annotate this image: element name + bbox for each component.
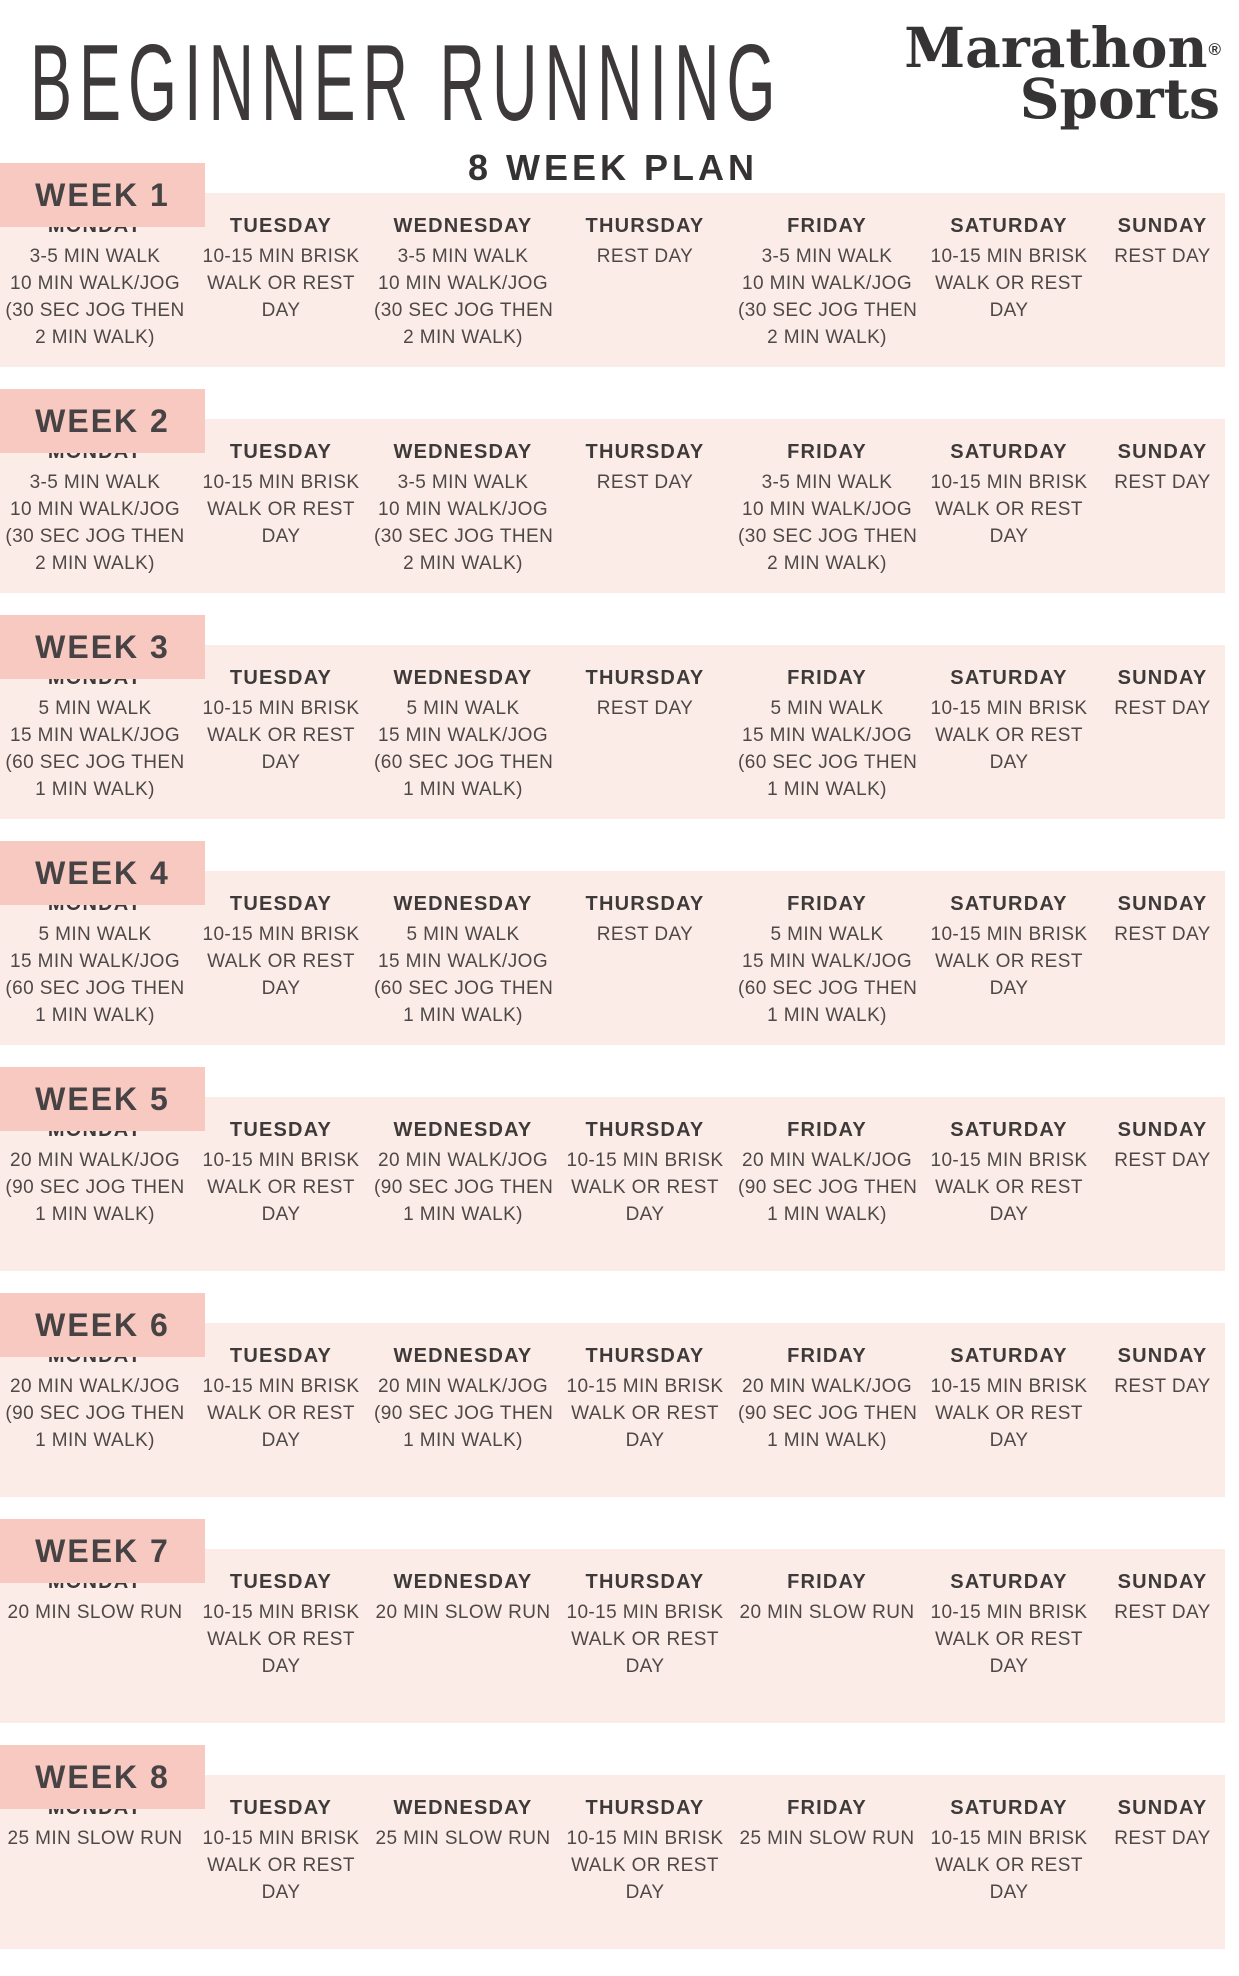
workout-line: WALK OR REST — [571, 1855, 719, 1876]
workout-line: 1 MIN WALK) — [35, 1005, 155, 1026]
day-name: WEDNESDAY — [393, 1571, 533, 1593]
workout-line: DAY — [989, 1882, 1029, 1903]
workout-line: 15 MIN WALK/JOG — [10, 951, 180, 972]
day-name: THURSDAY — [585, 667, 705, 689]
day-cell-wednesday — [372, 871, 554, 1045]
day-name: TUESDAY — [229, 441, 333, 463]
day-name: SUNDAY — [1117, 441, 1208, 463]
day-cell-thursday — [554, 193, 736, 367]
workout-line: (90 SEC JOG THEN — [738, 1403, 918, 1424]
workout-line: 25 MIN SLOW RUN — [375, 1828, 551, 1849]
day-name: SATURDAY — [950, 1119, 1068, 1141]
workout-line: DAY — [261, 300, 301, 321]
week-label: WEEK 2 — [0, 389, 205, 453]
workout-line: 1 MIN WALK) — [403, 779, 523, 800]
workout-line: 2 MIN WALK) — [35, 553, 155, 574]
workout-line: 20 MIN SLOW RUN — [739, 1602, 915, 1623]
workout-line: WALK OR REST — [207, 1403, 355, 1424]
brand-word-marathon: Marathon — [904, 15, 1208, 80]
day-name: FRIDAY — [787, 667, 867, 689]
workout-line: WALK OR REST — [207, 1855, 355, 1876]
workout-line: REST DAY — [1114, 246, 1211, 267]
day-cell-thursday — [554, 419, 736, 593]
workout-line: 10-15 MIN BRISK — [202, 246, 360, 267]
workout-line: 10-15 MIN BRISK — [566, 1376, 724, 1397]
brand-word-sports: Sports — [1019, 66, 1220, 131]
workout-line: 10-15 MIN BRISK — [930, 1602, 1088, 1623]
day-cell-wednesday — [372, 1549, 554, 1723]
day-cell-friday — [736, 1323, 918, 1497]
day-name: FRIDAY — [787, 893, 867, 915]
workout-line: 2 MIN WALK) — [35, 327, 155, 348]
day-name: SATURDAY — [950, 1797, 1068, 1819]
workout-line: WALK OR REST — [571, 1177, 719, 1198]
workout-line: 10-15 MIN BRISK — [930, 1150, 1088, 1171]
workout-line: 10-15 MIN BRISK — [202, 924, 360, 945]
workout-line: DAY — [625, 1430, 665, 1451]
workout-line: DAY — [261, 978, 301, 999]
workout-line: 20 MIN WALK/JOG — [742, 1150, 912, 1171]
workout-line: 5 MIN WALK — [38, 698, 152, 719]
workout-line: WALK OR REST — [207, 499, 355, 520]
workout-line: 1 MIN WALK) — [403, 1005, 523, 1026]
day-name: FRIDAY — [787, 1345, 867, 1367]
header — [0, 0, 1239, 188]
day-name: THURSDAY — [585, 893, 705, 915]
day-name: SUNDAY — [1117, 1345, 1208, 1367]
plan-grid — [0, 163, 1239, 1971]
day-name: WEDNESDAY — [393, 1345, 533, 1367]
workout-line: DAY — [989, 300, 1029, 321]
workout-line: WALK OR REST — [935, 1629, 1083, 1650]
week-label: WEEK 3 — [0, 615, 205, 679]
workout-line: WALK OR REST — [207, 725, 355, 746]
workout-line: (90 SEC JOG THEN — [374, 1177, 554, 1198]
poster-title: BEGINNER RUNNING — [30, 23, 783, 145]
week-label: WEEK 1 — [0, 163, 205, 227]
workout-line: 3-5 MIN WALK — [397, 246, 529, 267]
workout-line: 10 MIN WALK/JOG — [378, 273, 548, 294]
workout-line: WALK OR REST — [207, 1629, 355, 1650]
workout-line: 20 MIN SLOW RUN — [375, 1602, 551, 1623]
workout-line: 10-15 MIN BRISK — [930, 698, 1088, 719]
day-name: SATURDAY — [950, 215, 1068, 237]
day-name: TUESDAY — [229, 1119, 333, 1141]
week-6-section — [0, 1293, 1239, 1519]
workout-line: (30 SEC JOG THEN — [738, 300, 918, 321]
day-name: FRIDAY — [787, 215, 867, 237]
day-cell-sunday — [1100, 193, 1225, 367]
day-name: THURSDAY — [585, 1119, 705, 1141]
day-cell-wednesday — [372, 1775, 554, 1949]
day-name: THURSDAY — [585, 1571, 705, 1593]
day-name: FRIDAY — [787, 441, 867, 463]
workout-line: 1 MIN WALK) — [35, 779, 155, 800]
workout-line: WALK OR REST — [207, 273, 355, 294]
workout-line: (90 SEC JOG THEN — [5, 1403, 185, 1424]
day-cell-saturday — [918, 871, 1100, 1045]
workout-line: 15 MIN WALK/JOG — [742, 725, 912, 746]
workout-line: 5 MIN WALK — [770, 924, 884, 945]
workout-line: 20 MIN WALK/JOG — [742, 1376, 912, 1397]
day-name: SUNDAY — [1117, 1797, 1208, 1819]
workout-line: 20 MIN WALK/JOG — [378, 1150, 548, 1171]
day-cell-sunday — [1100, 871, 1225, 1045]
workout-line: 10-15 MIN BRISK — [202, 1150, 360, 1171]
day-cell-tuesday — [190, 1775, 372, 1949]
workout-line: 1 MIN WALK) — [403, 1204, 523, 1225]
day-name: FRIDAY — [787, 1797, 867, 1819]
workout-line: REST DAY — [596, 246, 694, 267]
workout-line: 5 MIN WALK — [38, 924, 152, 945]
day-cell-friday — [736, 1549, 918, 1723]
workout-line: REST DAY — [596, 924, 694, 945]
workout-line: 2 MIN WALK) — [403, 553, 523, 574]
workout-line: 10-15 MIN BRISK — [202, 1602, 360, 1623]
workout-line: WALK OR REST — [935, 1177, 1083, 1198]
workout-line: REST DAY — [596, 472, 694, 493]
workout-line: WALK OR REST — [207, 951, 355, 972]
day-name: WEDNESDAY — [393, 441, 533, 463]
workout-line: 15 MIN WALK/JOG — [10, 725, 180, 746]
day-cell-wednesday — [372, 645, 554, 819]
workout-line: 25 MIN SLOW RUN — [739, 1828, 915, 1849]
workout-line: 10-15 MIN BRISK — [566, 1150, 724, 1171]
workout-line: (30 SEC JOG THEN — [738, 526, 918, 547]
workout-line: 10-15 MIN BRISK — [930, 1376, 1088, 1397]
workout-line: 10-15 MIN BRISK — [202, 1376, 360, 1397]
workout-line: (90 SEC JOG THEN — [738, 1177, 918, 1198]
day-name: SATURDAY — [950, 1345, 1068, 1367]
workout-line: DAY — [625, 1882, 665, 1903]
workout-line: (60 SEC JOG THEN — [374, 752, 554, 773]
workout-line: 1 MIN WALK) — [35, 1430, 155, 1451]
workout-line: WALK OR REST — [571, 1403, 719, 1424]
workout-line: 3-5 MIN WALK — [29, 246, 161, 267]
workout-line: (60 SEC JOG THEN — [5, 978, 185, 999]
day-name: TUESDAY — [229, 1797, 333, 1819]
workout-line: REST DAY — [1114, 698, 1211, 719]
workout-line: 1 MIN WALK) — [767, 1204, 887, 1225]
workout-line: 10-15 MIN BRISK — [930, 472, 1088, 493]
workout-line: 25 MIN SLOW RUN — [7, 1828, 183, 1849]
workout-line: DAY — [989, 1656, 1029, 1677]
workout-line: 10-15 MIN BRISK — [202, 472, 360, 493]
workout-line: 1 MIN WALK) — [767, 1005, 887, 1026]
day-cell-thursday — [554, 871, 736, 1045]
poster-subtitle: 8 WEEK PLAN — [468, 147, 759, 188]
workout-line: 10-15 MIN BRISK — [202, 1828, 360, 1849]
workout-line: WALK OR REST — [935, 499, 1083, 520]
day-cell-tuesday — [190, 1323, 372, 1497]
day-cell-wednesday — [372, 1323, 554, 1497]
day-name: WEDNESDAY — [393, 1119, 533, 1141]
day-cell-tuesday — [190, 1549, 372, 1723]
workout-line: 2 MIN WALK) — [403, 327, 523, 348]
day-name: SUNDAY — [1117, 893, 1208, 915]
day-name: SATURDAY — [950, 667, 1068, 689]
day-name: TUESDAY — [229, 1345, 333, 1367]
day-name: WEDNESDAY — [393, 215, 533, 237]
workout-line: (30 SEC JOG THEN — [5, 526, 185, 547]
workout-line: 1 MIN WALK) — [767, 1430, 887, 1451]
day-name: THURSDAY — [585, 441, 705, 463]
day-name: SUNDAY — [1117, 215, 1208, 237]
day-cell-friday — [736, 193, 918, 367]
day-name: SATURDAY — [950, 893, 1068, 915]
workout-line: DAY — [625, 1656, 665, 1677]
workout-line: 3-5 MIN WALK — [761, 246, 893, 267]
workout-line: 10-15 MIN BRISK — [930, 924, 1088, 945]
day-cell-sunday — [1100, 1097, 1225, 1271]
day-cell-saturday — [918, 419, 1100, 593]
workout-line: (60 SEC JOG THEN — [374, 978, 554, 999]
day-cell-sunday — [1100, 1549, 1225, 1723]
day-cell-tuesday — [190, 1097, 372, 1271]
day-cell-wednesday — [372, 193, 554, 367]
workout-line: WALK OR REST — [935, 951, 1083, 972]
workout-line: 10-15 MIN BRISK — [930, 1828, 1088, 1849]
workout-line: WALK OR REST — [207, 1177, 355, 1198]
workout-line: DAY — [261, 1656, 301, 1677]
day-cell-sunday — [1100, 419, 1225, 593]
workout-line: (90 SEC JOG THEN — [5, 1177, 185, 1198]
workout-line: 2 MIN WALK) — [767, 327, 887, 348]
workout-line: DAY — [261, 1430, 301, 1451]
workout-line: 1 MIN WALK) — [767, 779, 887, 800]
workout-line: REST DAY — [1114, 1376, 1211, 1397]
workout-line: (90 SEC JOG THEN — [374, 1403, 554, 1424]
workout-line: (60 SEC JOG THEN — [738, 978, 918, 999]
workout-line: 20 MIN WALK/JOG — [10, 1376, 180, 1397]
day-cell-friday — [736, 1097, 918, 1271]
workout-line: 10-15 MIN BRISK — [566, 1828, 724, 1849]
workout-line: REST DAY — [1114, 1828, 1211, 1849]
day-cell-friday — [736, 871, 918, 1045]
workout-line: 20 MIN WALK/JOG — [378, 1376, 548, 1397]
workout-line: DAY — [989, 752, 1029, 773]
workout-line: 10-15 MIN BRISK — [930, 246, 1088, 267]
workout-line: DAY — [989, 526, 1029, 547]
day-name: TUESDAY — [229, 215, 333, 237]
workout-line: DAY — [625, 1204, 665, 1225]
workout-line: 10-15 MIN BRISK — [566, 1602, 724, 1623]
day-cell-saturday — [918, 645, 1100, 819]
week-label: WEEK 4 — [0, 841, 205, 905]
workout-line: 3-5 MIN WALK — [397, 472, 529, 493]
day-name: THURSDAY — [585, 1797, 705, 1819]
day-name: SUNDAY — [1117, 667, 1208, 689]
day-name: THURSDAY — [585, 215, 705, 237]
day-name: WEDNESDAY — [393, 667, 533, 689]
day-name: FRIDAY — [787, 1119, 867, 1141]
workout-line: DAY — [989, 1430, 1029, 1451]
workout-line: WALK OR REST — [935, 725, 1083, 746]
day-cell-tuesday — [190, 193, 372, 367]
week-1-section — [0, 163, 1239, 389]
workout-line: 10-15 MIN BRISK — [202, 698, 360, 719]
week-label: WEEK 6 — [0, 1293, 205, 1357]
workout-line: 10 MIN WALK/JOG — [742, 499, 912, 520]
workout-line: 5 MIN WALK — [406, 698, 520, 719]
workout-line: REST DAY — [1114, 472, 1211, 493]
day-cell-wednesday — [372, 1097, 554, 1271]
day-cell-thursday — [554, 645, 736, 819]
workout-line: WALK OR REST — [571, 1629, 719, 1650]
workout-line: 1 MIN WALK) — [403, 1430, 523, 1451]
day-cell-tuesday — [190, 871, 372, 1045]
workout-line: 10 MIN WALK/JOG — [742, 273, 912, 294]
workout-line: 10 MIN WALK/JOG — [10, 499, 180, 520]
workout-line: 20 MIN WALK/JOG — [10, 1150, 180, 1171]
day-cell-sunday — [1100, 1323, 1225, 1497]
day-cell-saturday — [918, 1549, 1100, 1723]
day-name: WEDNESDAY — [393, 1797, 533, 1819]
day-name: SATURDAY — [950, 441, 1068, 463]
day-cell-thursday — [554, 1775, 736, 1949]
week-7-section — [0, 1519, 1239, 1745]
workout-line: 15 MIN WALK/JOG — [378, 951, 548, 972]
workout-line: 10 MIN WALK/JOG — [378, 499, 548, 520]
day-name: SATURDAY — [950, 1571, 1068, 1593]
day-cell-tuesday — [190, 419, 372, 593]
workout-line: WALK OR REST — [935, 1855, 1083, 1876]
day-cell-saturday — [918, 193, 1100, 367]
workout-line: REST DAY — [1114, 1602, 1211, 1623]
workout-line: DAY — [261, 526, 301, 547]
day-cell-thursday — [554, 1097, 736, 1271]
day-cell-friday — [736, 1775, 918, 1949]
workout-line: 5 MIN WALK — [406, 924, 520, 945]
day-name: FRIDAY — [787, 1571, 867, 1593]
day-name: WEDNESDAY — [393, 893, 533, 915]
workout-line: 1 MIN WALK) — [35, 1204, 155, 1225]
day-cell-saturday — [918, 1775, 1100, 1949]
week-5-section — [0, 1067, 1239, 1293]
workout-line: REST DAY — [596, 698, 694, 719]
workout-line: 5 MIN WALK — [770, 698, 884, 719]
week-label: WEEK 7 — [0, 1519, 205, 1583]
workout-line: DAY — [989, 1204, 1029, 1225]
day-cell-wednesday — [372, 419, 554, 593]
workout-line: (30 SEC JOG THEN — [5, 300, 185, 321]
workout-line: REST DAY — [1114, 1150, 1211, 1171]
workout-line: DAY — [989, 978, 1029, 999]
day-cell-saturday — [918, 1323, 1100, 1497]
week-label: WEEK 5 — [0, 1067, 205, 1131]
workout-line: WALK OR REST — [935, 1403, 1083, 1424]
day-cell-thursday — [554, 1549, 736, 1723]
day-name: TUESDAY — [229, 667, 333, 689]
workout-line: DAY — [261, 1882, 301, 1903]
week-2-section — [0, 389, 1239, 615]
workout-line: (30 SEC JOG THEN — [374, 300, 554, 321]
day-cell-saturday — [918, 1097, 1100, 1271]
day-name: THURSDAY — [585, 1345, 705, 1367]
day-name: SUNDAY — [1117, 1571, 1208, 1593]
week-4-section — [0, 841, 1239, 1067]
workout-line: 15 MIN WALK/JOG — [378, 725, 548, 746]
workout-line: 3-5 MIN WALK — [761, 472, 893, 493]
day-cell-friday — [736, 419, 918, 593]
workout-line: 2 MIN WALK) — [767, 553, 887, 574]
day-cell-friday — [736, 645, 918, 819]
day-name: TUESDAY — [229, 1571, 333, 1593]
workout-line: 20 MIN SLOW RUN — [7, 1602, 183, 1623]
day-cell-tuesday — [190, 645, 372, 819]
brand-logo — [904, 15, 1221, 131]
workout-line: DAY — [261, 1204, 301, 1225]
week-label: WEEK 8 — [0, 1745, 205, 1809]
workout-line: 10 MIN WALK/JOG — [10, 273, 180, 294]
registered-trademark-symbol: ® — [1208, 40, 1221, 59]
day-cell-sunday — [1100, 1775, 1225, 1949]
week-3-section — [0, 615, 1239, 841]
day-name: SUNDAY — [1117, 1119, 1208, 1141]
day-name: TUESDAY — [229, 893, 333, 915]
workout-line: (30 SEC JOG THEN — [374, 526, 554, 547]
workout-line: WALK OR REST — [935, 273, 1083, 294]
week-8-section — [0, 1745, 1239, 1971]
workout-line: (60 SEC JOG THEN — [5, 752, 185, 773]
day-cell-sunday — [1100, 645, 1225, 819]
workout-line: REST DAY — [1114, 924, 1211, 945]
workout-line: DAY — [261, 752, 301, 773]
day-cell-thursday — [554, 1323, 736, 1497]
workout-line: 3-5 MIN WALK — [29, 472, 161, 493]
workout-line: 15 MIN WALK/JOG — [742, 951, 912, 972]
workout-line: (60 SEC JOG THEN — [738, 752, 918, 773]
